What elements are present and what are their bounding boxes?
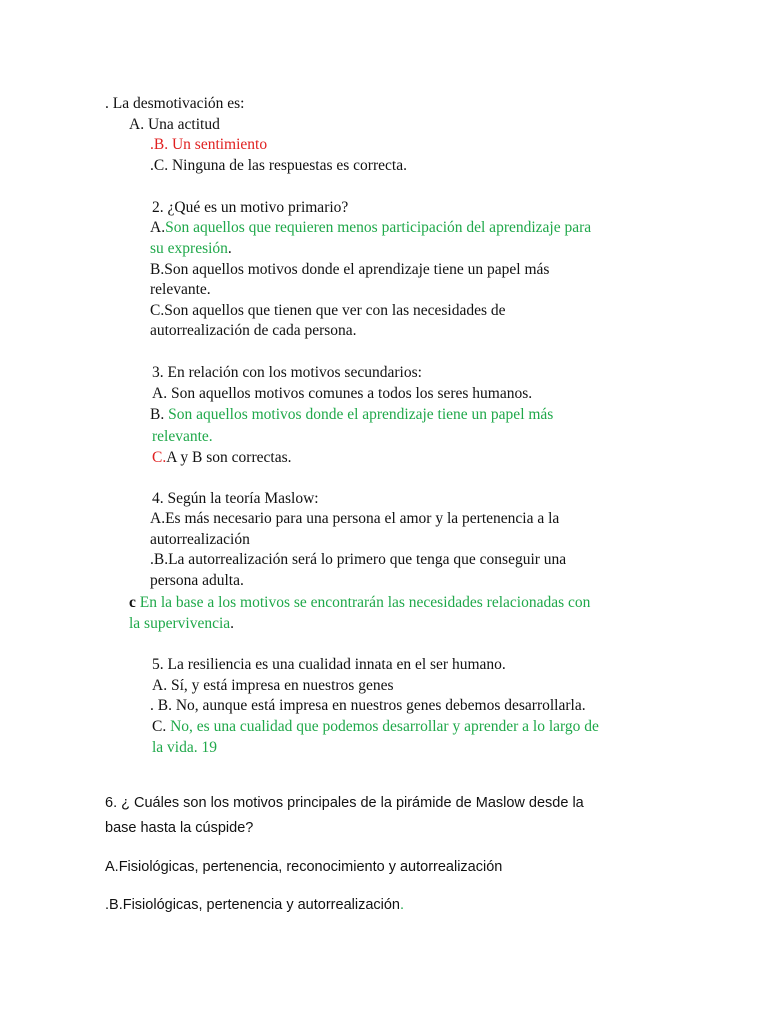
q1-option-c: .C. Ninguna de las respuestas es correcta.: [150, 157, 407, 174]
q6-question-line1: 6. ¿ Cuáles son los motivos principales de la pirámide de Maslow desde la: [105, 795, 584, 811]
q2-option-a-prefix: A.: [150, 219, 166, 236]
q4-option-c-line1: [129, 593, 590, 613]
q3-option-b-line2: relevante.: [152, 428, 213, 445]
q2-option-c-line2: autorrealización de cada persona.: [150, 322, 357, 339]
q2-option-a-text: Son aquellos que requieren menos participación del aprendizaje para: [165, 219, 592, 236]
q6-option-b-text: .B.Fisiológicas, pertenencia y autorrealización: [105, 897, 400, 913]
q3-option-c: [152, 448, 291, 468]
q2-option-a-text2: su expresión: [150, 240, 228, 257]
q3-option-a: A. Son aquellos motivos comunes a todos los seres humanos.: [152, 385, 533, 402]
q4-question: 4. Según la teoría Maslow:: [152, 490, 319, 507]
q2-option-a-line2: [150, 239, 232, 259]
q5-option-a: A. Sí, y está impresa en nuestros genes: [152, 677, 394, 694]
q1-option-b: .B. Un sentimiento: [150, 136, 268, 153]
q2-question: 2. ¿Qué es un motivo primario?: [152, 199, 349, 216]
q2-option-b-line2: relevante.: [150, 281, 211, 298]
q1-question: . La desmotivación es:: [105, 95, 245, 112]
q6-option-b: [105, 895, 404, 915]
q3-option-c-prefix: C.: [152, 449, 167, 466]
q5-option-c-text2: la vida.: [152, 739, 198, 756]
q4-option-c-text: En la base a los motivos se encontrarán las necesidades relacionadas con: [135, 594, 591, 611]
q3-question: 3. En relación con los motivos secundarios:: [152, 364, 422, 381]
q4-option-a-line1: A.Es más necesario para una persona el amor y la pertenencia a la: [150, 510, 560, 527]
q5-option-b: . B. No, aunque está impresa en nuestros genes debemos desarrollarla.: [150, 697, 586, 714]
q6-question-line2: base hasta la cúspide?: [105, 820, 254, 836]
q6-option-b-end: .: [399, 897, 405, 913]
q5-question: 5. La resiliencia es una cualidad innata en el ser humano.: [152, 656, 506, 673]
q2-option-a-line1: [150, 218, 591, 238]
q4-option-c-end: .: [230, 615, 235, 632]
q2-option-c-line1: C.Son aquellos que tienen que ver con las necesidades de: [150, 302, 506, 319]
q2-option-b-line1: B.Son aquellos motivos donde el aprendizaje tiene un papel más: [150, 261, 550, 278]
q4-option-c-text2: la supervivencia: [129, 615, 231, 632]
q3-option-b-line1: [150, 405, 553, 425]
q3-option-b-prefix: B.: [150, 406, 165, 423]
q4-option-b-line1: .B.La autorrealización será lo primero que tenga que conseguir una: [150, 551, 567, 568]
q4-option-b-line2: persona adulta.: [150, 572, 244, 589]
q5-option-c-text: No, es una cualidad que podemos desarrollar y aprender a lo largo de: [166, 718, 599, 735]
q5-option-c-line1: [152, 717, 599, 737]
q1-option-a: A. Una actitud: [129, 116, 220, 133]
q6-option-a: A.Fisiológicas, pertenencia, reconocimiento y autorrealización: [105, 859, 503, 875]
q5-page-number: 19: [197, 739, 217, 756]
q5-option-c-prefix: C.: [152, 718, 167, 735]
q3-option-c-text: A y B son correctas.: [166, 449, 292, 466]
q4-option-c-line2: [129, 614, 234, 634]
q5-option-c-line2: [152, 738, 217, 758]
q3-option-b-text: Son aquellos motivos donde el aprendizaje tiene un papel más: [164, 406, 554, 423]
q4-option-a-line2: autorrealización: [150, 531, 250, 548]
q4-option-c-prefix: c: [129, 594, 136, 611]
q2-option-a-end: .: [227, 240, 232, 257]
